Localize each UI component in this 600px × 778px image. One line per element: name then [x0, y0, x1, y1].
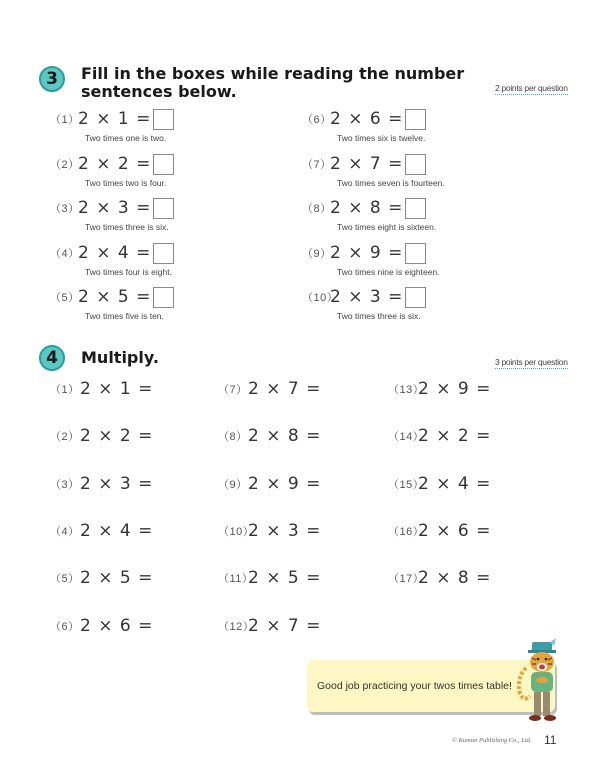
question-expression: 2 × 1 = [80, 379, 154, 399]
question-number: （8） [302, 203, 332, 215]
question-expression: 2 × 5 = [80, 568, 154, 588]
question-number: （12） [218, 621, 255, 633]
s3-sentence-6: Two times six is twelve. [337, 133, 426, 143]
answer-box[interactable] [153, 243, 174, 264]
question-expression: 2 × 1 = [78, 109, 152, 129]
question-number: （5） [50, 573, 80, 585]
question-expression: 2 × 6 = [330, 109, 404, 129]
question-number: （3） [50, 479, 80, 491]
s4-question-3 [50, 472, 153, 496]
question-expression: 2 × 2 = [78, 154, 152, 174]
question-number: （14） [388, 431, 425, 443]
question-expression: 2 × 4 = [418, 474, 492, 494]
s3-question-1 [50, 107, 174, 131]
question-expression: 2 × 2 = [80, 426, 154, 446]
question-expression: 2 × 7 = [248, 379, 322, 399]
s4-question-16 [388, 519, 491, 543]
s4-question-6 [50, 614, 153, 638]
s3-question-3 [50, 196, 174, 220]
s4-question-5 [50, 566, 153, 590]
question-expression: 2 × 9 = [248, 474, 322, 494]
question-expression: 2 × 3 = [80, 474, 154, 494]
question-expression: 2 × 6 = [80, 616, 154, 636]
question-expression: 2 × 3 = [78, 198, 152, 218]
page-number: 11 [544, 733, 557, 747]
s3-question-6 [302, 107, 426, 131]
question-expression: 2 × 9 = [418, 379, 492, 399]
question-expression: 2 × 7 = [330, 154, 404, 174]
s4-question-17 [388, 566, 491, 590]
s3-sentence-2: Two times two is four. [85, 178, 167, 188]
s3-question-2 [50, 152, 174, 176]
question-number: （15） [388, 479, 425, 491]
question-number: （6） [302, 114, 332, 126]
section-4-badge: 4 [39, 345, 65, 371]
s4-question-2 [50, 424, 153, 448]
s3-sentence-1: Two times one is two. [85, 133, 167, 143]
section-3-title [81, 65, 464, 101]
s3-question-7 [302, 152, 426, 176]
question-number: （11） [218, 573, 254, 585]
question-number: （7） [218, 384, 248, 396]
answer-box[interactable] [405, 198, 426, 219]
s3-sentence-3: Two times three is six. [85, 222, 169, 232]
section-4-title: Multiply. [81, 348, 159, 367]
question-number: （2） [50, 159, 80, 171]
answer-box[interactable] [405, 109, 426, 130]
encouragement-text: Good job practicing your twos times table! [317, 680, 512, 692]
question-number: （10） [218, 526, 255, 538]
question-number: （13） [388, 384, 425, 396]
s4-question-4 [50, 519, 153, 543]
s4-question-9 [218, 472, 321, 496]
s4-question-13 [388, 377, 491, 401]
question-expression: 2 × 6 = [418, 521, 492, 541]
question-number: （10） [302, 292, 339, 304]
question-number: （7） [302, 159, 332, 171]
question-number: （5） [50, 292, 80, 304]
s3-sentence-5: Two times five is ten. [85, 311, 164, 321]
question-number: （1） [50, 384, 80, 396]
section-3-title-line2: sentences below. [81, 82, 237, 101]
question-expression: 2 × 9 = [330, 243, 404, 263]
s3-sentence-9: Two times nine is eighteen. [337, 267, 440, 277]
question-number: （9） [302, 248, 332, 260]
s3-sentence-4: Two times four is eight. [85, 267, 172, 277]
question-expression: 2 × 4 = [80, 521, 154, 541]
question-number: （2） [50, 431, 80, 443]
s3-question-10 [302, 285, 426, 309]
question-number: （6） [50, 621, 80, 633]
section-3-badge: 3 [39, 66, 65, 92]
question-number: （4） [50, 526, 80, 538]
section-3-points: 2 points per question [495, 83, 568, 93]
question-number: （8） [218, 431, 248, 443]
answer-box[interactable] [405, 154, 426, 175]
s3-sentence-7: Two times seven is fourteen. [337, 178, 445, 188]
copyright-notice: © Kumon Publishing Co., Ltd. [452, 737, 532, 744]
s3-sentence-8: Two times eight is sixteen. [337, 222, 437, 232]
question-expression: 2 × 8 = [248, 426, 322, 446]
s3-question-9 [302, 241, 426, 265]
question-expression: 2 × 3 = [248, 521, 322, 541]
section-4-points: 3 points per question [495, 357, 568, 367]
question-expression: 2 × 7 = [248, 616, 322, 636]
s4-question-12 [218, 614, 321, 638]
answer-box[interactable] [153, 287, 174, 308]
s4-question-11 [218, 566, 321, 590]
question-expression: 2 × 8 = [330, 198, 404, 218]
answer-box[interactable] [153, 109, 174, 130]
s4-question-15 [388, 472, 491, 496]
s4-question-7 [218, 377, 321, 401]
question-expression: 2 × 4 = [78, 243, 152, 263]
s4-question-8 [218, 424, 321, 448]
question-number: （16） [388, 526, 425, 538]
section-3-title-line1: Fill in the boxes while reading the number [81, 64, 465, 83]
s3-question-8 [302, 196, 426, 220]
answer-box[interactable] [153, 154, 174, 175]
question-expression: 2 × 2 = [418, 426, 492, 446]
tiger-mascot-icon [512, 638, 572, 724]
question-number: （4） [50, 248, 80, 260]
s4-question-10 [218, 519, 321, 543]
s3-question-5 [50, 285, 174, 309]
question-number: （9） [218, 479, 248, 491]
question-expression: 2 × 5 = [78, 287, 152, 307]
s3-sentence-10: Two times three is six. [337, 311, 421, 321]
question-number: （1） [50, 114, 80, 126]
question-expression: 2 × 8 = [418, 568, 492, 588]
answer-box[interactable] [405, 243, 426, 264]
answer-box[interactable] [405, 287, 426, 308]
question-number: （17） [388, 573, 425, 585]
answer-box[interactable] [153, 198, 174, 219]
s4-question-1 [50, 377, 153, 401]
s3-question-4 [50, 241, 174, 265]
s4-question-14 [388, 424, 491, 448]
question-number: （3） [50, 203, 80, 215]
question-expression: 2 × 3 = [330, 287, 404, 307]
question-expression: 2 × 5 = [248, 568, 322, 588]
